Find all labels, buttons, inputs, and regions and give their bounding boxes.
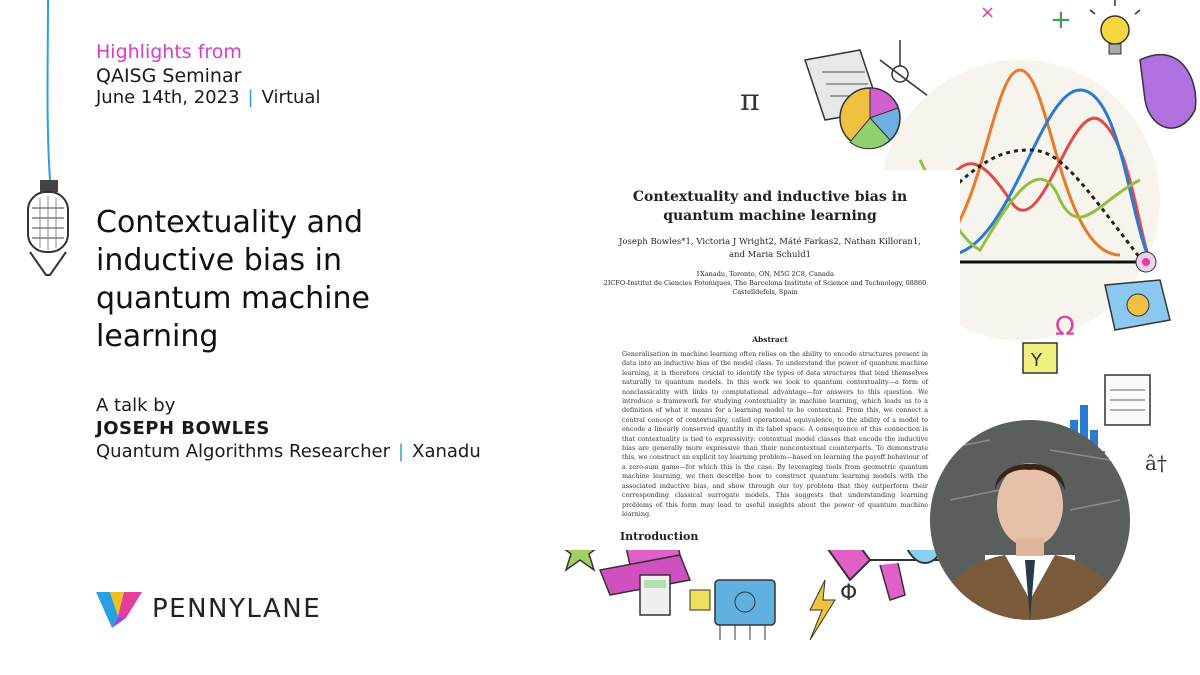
phi-icon: Φ xyxy=(840,581,858,606)
operator-icon: â† xyxy=(1145,451,1167,475)
speaker-name: JOSEPH BOWLES xyxy=(96,418,270,439)
microphone-icon xyxy=(0,0,80,300)
lightbulb-icon xyxy=(1090,0,1140,54)
event-location: Virtual xyxy=(261,87,321,108)
paper-title: Contextuality and inductive bias in quantum machine learning xyxy=(632,189,908,224)
paper-intro-heading: Introduction xyxy=(620,530,699,543)
svg-text:Y: Y xyxy=(1031,350,1042,371)
sticky-note-icon xyxy=(690,590,710,610)
plus-icon: + xyxy=(1050,5,1072,35)
paper-affiliation-2: 2ICFO-Institut de Ciencies Fotoniques, The Barcelona Institute of Science and Technology, 08860 Castelldefels, Spain xyxy=(603,279,927,296)
paper-authors: Joseph Bowles*1, Victoria J Wright2, Máté Farkas2, Nathan Killoran1, and Maria Schuld1 xyxy=(618,237,922,260)
lightning-icon xyxy=(810,580,835,640)
brand-wordmark: PENNYLANE xyxy=(152,594,322,624)
flower-icon xyxy=(1136,252,1156,272)
separator: | xyxy=(398,441,405,462)
speaker-role: Quantum Algorithms Researcher xyxy=(96,441,391,462)
pi-icon: π xyxy=(740,83,760,118)
pennylane-logo-icon xyxy=(96,588,142,630)
paper-affiliation-1: 1Xanadu, Toronto, ON, M5G 2C8, Canada xyxy=(696,270,834,278)
event-date: June 14th, 2023 xyxy=(96,87,240,108)
notepad-icon xyxy=(1105,375,1150,425)
separator: | xyxy=(247,87,254,108)
y-box-icon xyxy=(1023,343,1057,373)
paper-abstract-heading: Abstract xyxy=(752,335,788,344)
speaker-photo-avatar xyxy=(930,420,1130,620)
calculator-icon xyxy=(640,575,670,615)
highlights-label: Highlights from xyxy=(96,41,242,63)
seminar-name: QAISG Seminar xyxy=(96,65,242,87)
paper-affiliations xyxy=(590,270,940,297)
speaker-org: Xanadu xyxy=(412,441,481,462)
talk-by-label: A talk by xyxy=(96,395,176,416)
paper-excerpt xyxy=(540,170,960,550)
blob-icon xyxy=(1140,55,1196,128)
pie-chart-icon xyxy=(840,88,900,149)
paper-abstract: Generalisation in machine learning often relies on the ability to encode structures present in data into an inductive bias of the model class. To understand the power of quantum machine learning, it is therefore crucial to identify the types of data structures that lend themselves naturally to quantum models. In this work we look to quantum contextuality—a form of nonclassicality with links to computational advantage—for answers to this question. We introduce a framework for studying contextuality in machine learning, which leads us to a definition of what it means for a learning model to be contextual. From this, we connect a central concept of contextuality, called operational equivalence, to the ability of a model to encode a linearly conserved quantity in its label space. A consequence of this connection is that contextuality is tied to expressivity: contextual model classes that encode the inductive bias are generally more expressive than their noncontextual counterparts. To demonstrate this, we construct an explicit toy learning problem—based on learning the payoff behaviour of a zero-sum game—for which this is the case. By leveraging tools from geometric quantum machine learning, we then describe how to construct quantum learning models with the associated inductive bias, and show through our toy problem that they outperform their corresponding classical surrogate models. This suggests that understanding learning problems of this form may lead to useful insights about the power of quantum machine learning. xyxy=(622,350,928,518)
omega-icon: Ω xyxy=(1055,312,1075,342)
chip-icon xyxy=(715,580,775,640)
event-dateline xyxy=(96,86,320,110)
cross-icon: × xyxy=(980,2,996,23)
device-icon xyxy=(1105,280,1170,330)
speaker-role-line xyxy=(96,441,481,463)
talk-title: Contextuality and inductive bias in quantum machine learning xyxy=(96,205,370,354)
